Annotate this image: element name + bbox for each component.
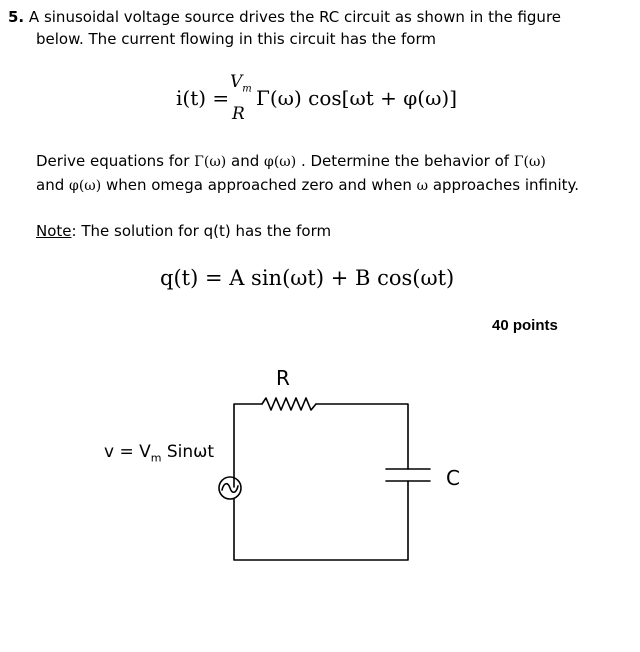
omega-symbol: ω <box>416 178 429 194</box>
problem-number: 5. <box>8 8 25 26</box>
capacitor-label: C <box>446 466 460 490</box>
derive-line-1: Derive equations for Γ(ω) and φ(ω) . Determine the behavior of Γ(ω) <box>36 152 546 170</box>
phi-symbol: φ(ω) <box>264 154 297 170</box>
note-label: Note <box>36 222 72 240</box>
resistor-label: R <box>276 366 290 390</box>
resistor-zigzag <box>262 398 316 410</box>
q-equation: q(t) = A sin(ωt) + B cos(ωt) <box>160 266 455 290</box>
source-voltage-label: $v = V_m$ Sinωt <box>104 442 215 465</box>
wire-top-left <box>234 404 262 487</box>
gamma-symbol: Γ(ω) <box>194 154 227 170</box>
points-label: 40 points <box>492 317 558 334</box>
current-equation-numerator: $V_m$ <box>230 72 252 95</box>
note-text: : The solution for q(t) has the form <box>71 222 332 240</box>
wire-bottom <box>234 481 408 560</box>
derive-line-2: and φ(ω) when omega approached zero and when ω approaches infinity. <box>36 176 580 194</box>
ac-source-sine <box>222 484 238 493</box>
current-equation-lhs: i(t) = <box>176 86 230 110</box>
problem-intro-line-2: below. The current flowing in this circuit has the form <box>36 30 436 48</box>
problem-intro-line-1: A sinusoidal voltage source drives the RC circuit as shown in the figure <box>28 8 562 26</box>
phi-symbol: φ(ω) <box>69 178 102 194</box>
current-equation-rhs: Γ(ω) cos[ωt + φ(ω)] <box>256 86 457 110</box>
current-equation-denominator: R <box>232 104 245 124</box>
wire-top-right <box>316 404 408 469</box>
gamma-symbol: Γ(ω) <box>513 154 546 170</box>
